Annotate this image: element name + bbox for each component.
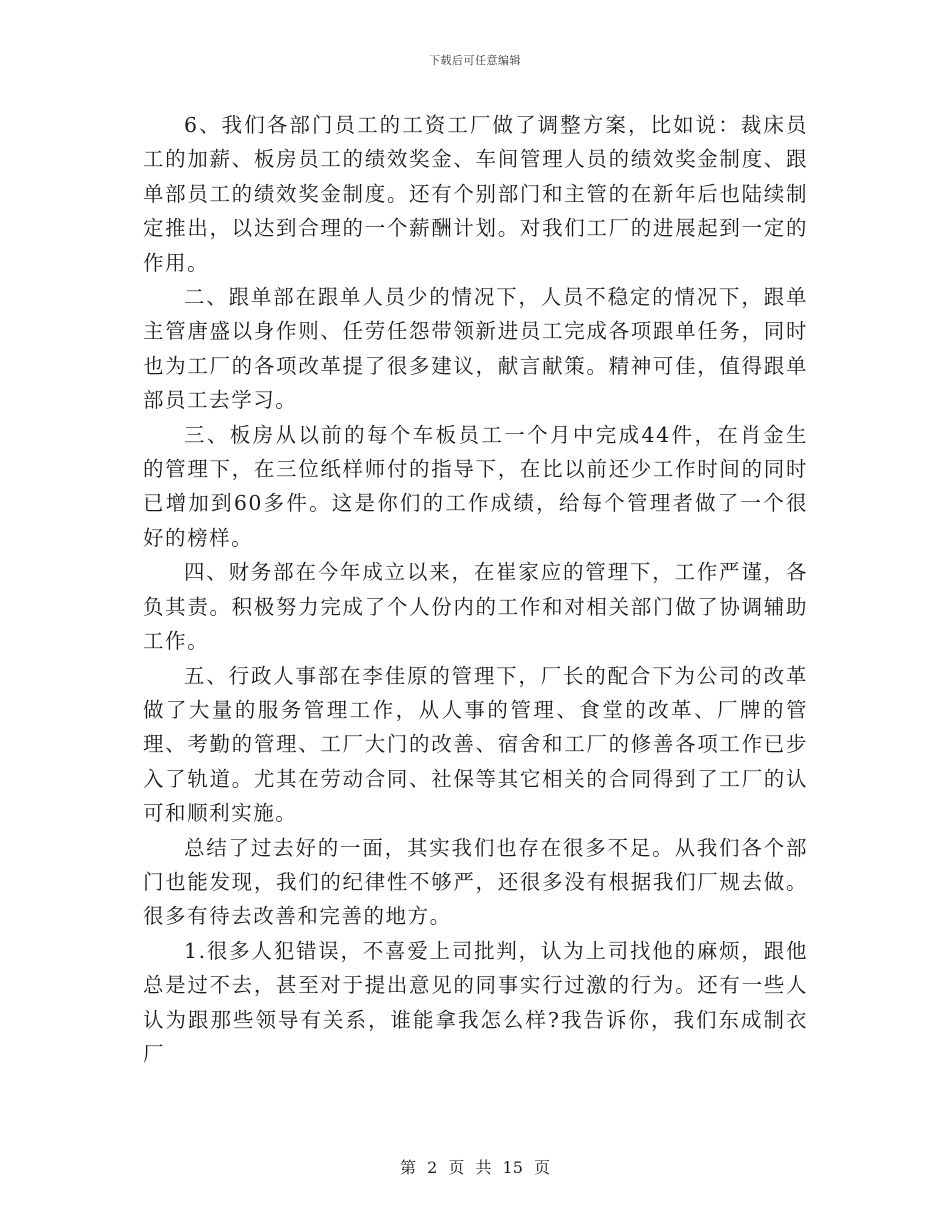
page-header: 下载后可任意编辑 (429, 54, 521, 67)
paragraph-merchandising-dept: 二、跟单部在跟单人员少的情况下，人员不稳定的情况下，跟单主管唐盛以身作则、任劳任怨带领新进员工完成各项跟单任务，同时也为工厂的各项改革提了很多建议，献言献策。精神可佳，值得跟单部员工去学习。 (143, 285, 808, 413)
paragraph-issue-1: 1.很多人犯错误，不喜爱上司批判，认为上司找他的麻烦，跟他总是过不去，甚至对于提出意见的同事实行过激的行为。还有一些人认为跟那些领导有关系，谁能拿我怎么样?我告诉你，我们东成制衣厂 (143, 938, 808, 1066)
paragraph-salary-adjustment: 6、我们各部门员工的工资工厂做了调整方案，比如说：裁床员工的加薪、板房员工的绩效奖金、车间管理人员的绩效奖金制度、跟单部员工的绩效奖金制度。还有个别部门和主管的在新年后也陆续制定推出，以达到合理的一个薪酬计划。对我们工厂的进展起到一定的作用。 (143, 113, 808, 275)
document-body (143, 108, 808, 1071)
paragraph-sample-room: 三、板房从以前的每个车板员工一个月中完成44件，在肖金生的管理下，在三位纸样师付的指导下，在比以前还少工作时间的同时已增加到60多件。这是你们的工作成绩，给每个管理者做了一个很好的榜样。 (143, 422, 808, 550)
page-number-footer: 第 2 页 共 15 页 (400, 1158, 550, 1177)
paragraph-admin-hr-dept: 五、行政人事部在李佳原的管理下，厂长的配合下为公司的改革做了大量的服务管理工作，从人事的管理、食堂的改革、厂牌的管理、考勤的管理、工厂大门的改善、宿舍和工厂的修善各项工作已步入了轨道。尤其在劳动合同、社保等其它相关的合同得到了工厂的认可和顺利实施。 (143, 663, 808, 826)
paragraph-finance-dept: 四、财务部在今年成立以来，在崔家应的管理下，工作严谨，各负其责。积极努力完成了个人份内的工作和对相关部门做了协调辅助工作。 (143, 560, 808, 654)
paragraph-summary: 总结了过去好的一面，其实我们也存在很多不足。从我们各个部门也能发现，我们的纪律性不够严，还很多没有根据我们厂规去做。很多有待去改善和完善的地方。 (143, 835, 808, 929)
